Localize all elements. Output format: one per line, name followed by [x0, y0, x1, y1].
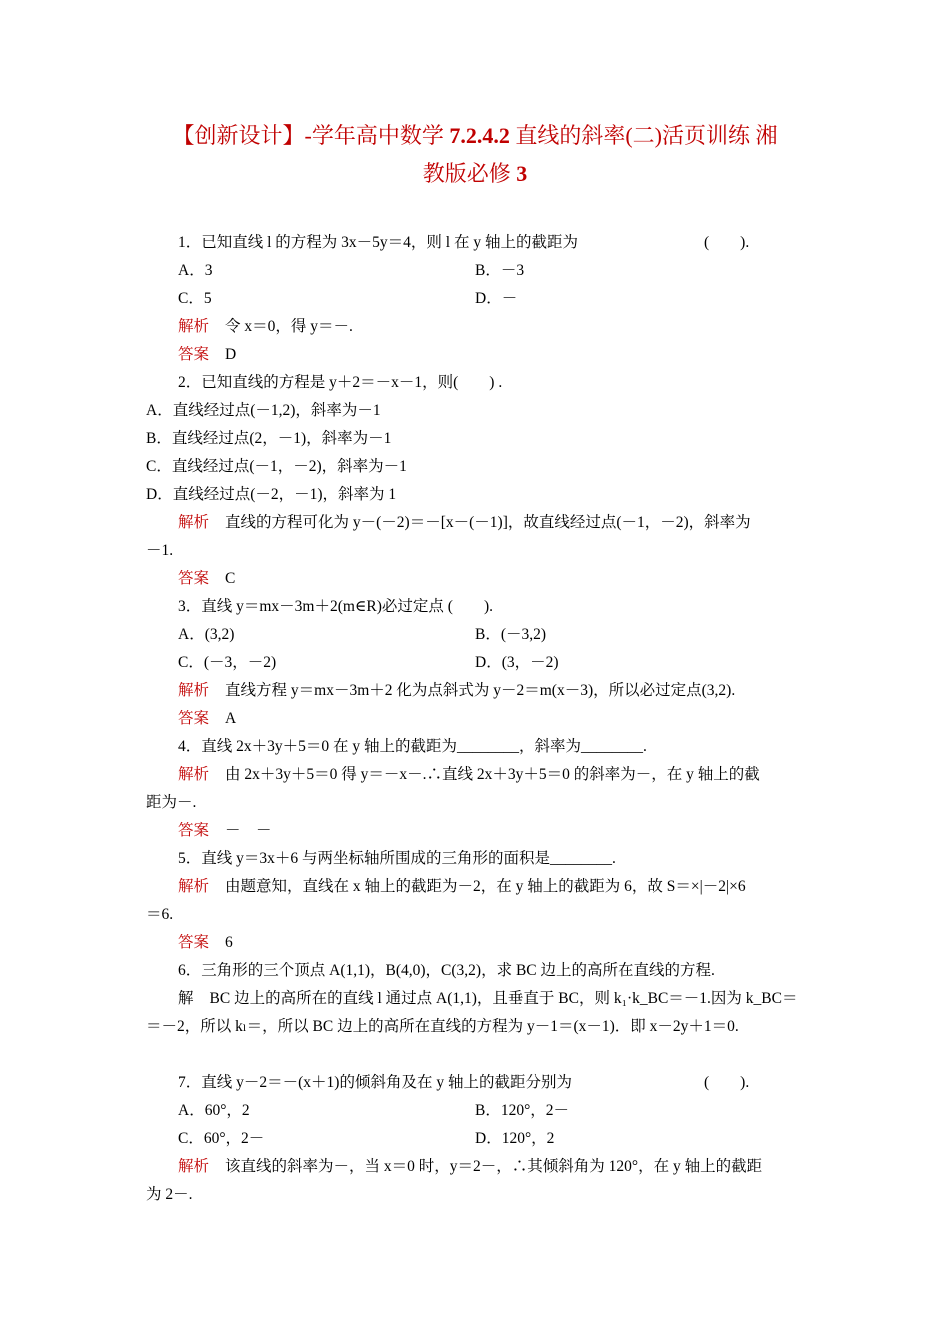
q4-analysis-text-1: 由 2x＋3y＋5＝0 得 y＝－x－.∴直线 2x＋3y＋5＝0 的斜率为－，在 y 轴上的截 — [225, 766, 760, 783]
q1-answer-paren: ( ). — [704, 234, 750, 251]
title-code: 7.2.4.2 — [449, 123, 510, 148]
q5-answer — [146, 929, 810, 957]
q2-option-b: B．直线经过点(2，－1)，斜率为－1 — [146, 430, 392, 447]
answer-label: 答案 — [178, 710, 210, 727]
q1-options-ab — [146, 257, 810, 285]
q1-answer — [146, 341, 810, 369]
q6-solution-line-1 — [146, 985, 810, 1013]
q4-analysis-line-1 — [146, 761, 810, 789]
q6-solution-text-1: BC 边上的高所在的直线 l 通过点 A(1,1)，且垂直于 BC，则 k₁·k_BC＝－1.因为 k_BC＝ — [209, 990, 798, 1007]
analysis-label: 解析 — [178, 318, 210, 335]
q7-option-d: D．120°，2 — [475, 1130, 555, 1147]
title-line2-number: 3 — [516, 161, 528, 186]
q2-analysis-line-1 — [146, 509, 810, 537]
q3-option-b: B．(－3,2) — [475, 626, 547, 643]
q7-stem: 7．直线 y－2＝－(x＋1)的倾斜角及在 y 轴上的截距分别为 — [178, 1074, 572, 1091]
q2-option-a: A．直线经过点(－1,2)，斜率为－1 — [146, 402, 381, 419]
q5-analysis-line-2: ＝6. — [146, 906, 174, 923]
analysis-label: 解析 — [178, 514, 210, 531]
q1-answer-text: D — [225, 346, 237, 363]
q4-answer — [146, 817, 810, 845]
q3-analysis-text: 直线方程 y＝mx－3m＋2 化为点斜式为 y－2＝m(x－3)，所以必过定点(3,2). — [225, 682, 736, 699]
q1-option-a: A．3 — [178, 262, 213, 279]
question-list — [146, 229, 810, 1209]
q3-answer — [146, 705, 810, 733]
q1-stem-line — [146, 229, 810, 257]
q2-answer — [146, 565, 810, 593]
answer-label: 答案 — [178, 570, 210, 587]
q3-answer-text: A — [225, 710, 237, 727]
q2-answer-text: C — [225, 570, 236, 587]
q5-analysis-text-1: 由题意知，直线在 x 轴上的截距为－2，在 y 轴上的截距为 6，故 S＝×|－2|×6 — [225, 878, 746, 895]
q3-option-d: D．(3，－2) — [475, 654, 559, 671]
q7-option-b: B．120°，2－ — [475, 1102, 570, 1119]
q3-analysis — [146, 677, 810, 705]
q1-option-c: C．5 — [178, 290, 212, 307]
q2-stem: 2．已知直线的方程是 y＋2＝－x－1，则( ) . — [178, 374, 503, 391]
q7-options-cd — [146, 1125, 810, 1153]
q5-answer-text: 6 — [225, 934, 233, 951]
analysis-label: 解析 — [178, 1158, 210, 1175]
q2-option-d: D．直线经过点(－2，－1)，斜率为 1 — [146, 486, 397, 503]
q7-option-a: A．60°，2 — [178, 1102, 250, 1119]
q7-analysis-line-2: 为 2－. — [146, 1186, 193, 1203]
solution-label: 解 — [178, 990, 194, 1007]
q1-option-d: D．－ — [475, 290, 518, 307]
spacer — [146, 1041, 810, 1069]
q3-stem: 3．直线 y＝mx－3m＋2(m∈R)必过定点 ( ). — [178, 598, 494, 615]
analysis-label: 解析 — [178, 766, 210, 783]
q3-option-c: C．(－3，－2) — [178, 654, 277, 671]
title-line-1 — [140, 117, 810, 155]
q3-options-ab — [146, 621, 810, 649]
q1-stem: 1．已知直线 l 的方程为 3x－5y＝4，则 l 在 y 轴上的截距为 — [178, 234, 578, 251]
q3-option-a: A．(3,2) — [178, 626, 235, 643]
q4-analysis-line-2: 距为－. — [146, 794, 197, 811]
q4-stem: 4．直线 2x＋3y＋5＝0 在 y 轴上的截距为________，斜率为________. — [178, 738, 647, 755]
analysis-label: 解析 — [178, 878, 210, 895]
title-prefix: 【创新设计】-学年高中数学 — [172, 123, 450, 148]
q2-analysis-text-1: 直线的方程可化为 y－(－2)＝－[x－(－1)]，故直线经过点(－1，－2)，斜率为 — [225, 514, 751, 531]
answer-label: 答案 — [178, 822, 210, 839]
q6-stem: 6．三角形的三个顶点 A(1,1)，B(4,0)，C(3,2)，求 BC 边上的高所在直线的方程. — [178, 962, 715, 979]
answer-label: 答案 — [178, 934, 210, 951]
q5-stem: 5．直线 y＝3x＋6 与两坐标轴所围成的三角形的面积是________. — [178, 850, 616, 867]
q1-option-b: B．－3 — [475, 262, 525, 279]
q7-stem-line — [146, 1069, 810, 1097]
q5-analysis-line-1 — [146, 873, 810, 901]
q4-answer-text: － － — [225, 822, 272, 839]
q7-answer-paren: ( ). — [704, 1074, 750, 1091]
title-line-2 — [140, 155, 810, 193]
title-line2-text: 教版必修 — [422, 161, 517, 186]
q7-analysis-line-1 — [146, 1153, 810, 1181]
answer-label: 答案 — [178, 346, 210, 363]
q2-option-c: C．直线经过点(－1，－2)，斜率为－1 — [146, 458, 407, 475]
q1-options-cd — [146, 285, 810, 313]
title-suffix: 直线的斜率(二)活页训练 湘 — [509, 123, 778, 148]
q7-analysis-text-1: 该直线的斜率为－，当 x＝0 时，y＝2－，∴其倾斜角为 120°，在 y 轴上的截距 — [225, 1158, 763, 1175]
q1-analysis-text: 令 x＝0，得 y＝－. — [225, 318, 353, 335]
page-title — [140, 117, 810, 193]
q7-option-c: C．60°，2－ — [178, 1130, 265, 1147]
q1-analysis — [146, 313, 810, 341]
q3-options-cd — [146, 649, 810, 677]
analysis-label: 解析 — [178, 682, 210, 699]
q7-options-ab — [146, 1097, 810, 1125]
q2-analysis-line-2: －1. — [146, 542, 174, 559]
q6-solution-line-2: ＝－2，所以 kₗ＝，所以 BC 边上的高所在直线的方程为 y－1＝(x－1)．即 x－2y＋1＝0. — [146, 1018, 739, 1035]
